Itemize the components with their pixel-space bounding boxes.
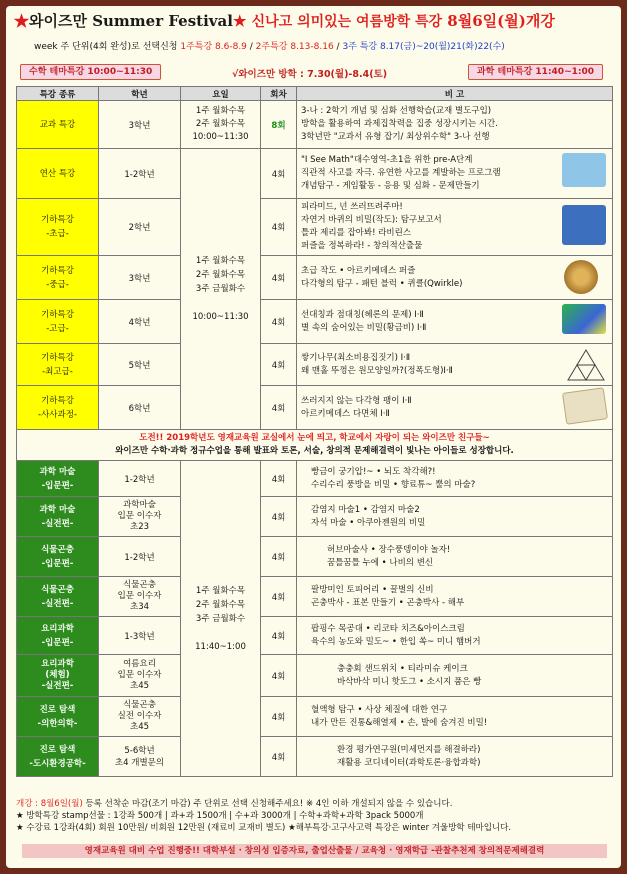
course-note-text: 피라미드, 넌 쓰러뜨려주마! 자연거 바퀴의 비밀(작도): 탐구보고서 틀과 제리를 잡아봐! 라비린스 퍼즐을 정복하라! - 창의적산출물 xyxy=(301,202,442,251)
course-type: 식물곤충 -입문편- xyxy=(17,537,99,577)
banner-row xyxy=(17,430,613,461)
labyrinth-game-image xyxy=(562,205,606,245)
title-english: 와이즈만 Summer Festival xyxy=(29,12,233,30)
star-icon: ★ xyxy=(232,12,247,30)
course-grade: 4학년 xyxy=(99,300,181,344)
course-grade-main: 5-6학년 초4 개별문의 xyxy=(114,745,165,768)
course-day: 1주 월화수목 2주 월화수목 3주 금월화수 10:00~11:30 xyxy=(181,149,261,430)
table-row xyxy=(17,617,613,655)
course-grade: 여름요리 입문 이수자 초45 xyxy=(99,655,181,697)
footer-line-2: ★ 방학특강 stamp선물 : 1강좌 500개 | 과+과 1500개 | 수+과 3000개 | 수학+과학+과학 3pack 5000개 xyxy=(16,811,424,821)
course-note-text: 쓰러지지 않는 다각형 팽이 Ⅰ·Ⅱ 아르키메데스 다면체 Ⅰ·Ⅱ xyxy=(301,395,412,419)
course-count: 4회 xyxy=(261,386,297,430)
course-grade: 2학년 xyxy=(99,199,181,256)
course-note: 3-나 : 2학기 개념 및 심화 선행학습(교재 별도구입) 방학을 활용하여 과제집착력을 집중 성장시키는 시간. 3학년만 "교과서 유형 잡기/ 최상위수학" 3-나 선행 xyxy=(297,101,613,149)
flyer-title xyxy=(14,10,604,36)
header-grade: 학년 xyxy=(99,87,181,101)
table-row xyxy=(17,737,613,777)
science-time-pill: 과학 테마특강 11:40~1:00 xyxy=(468,64,603,80)
table-row xyxy=(17,344,613,386)
course-grade: 1-2학년 xyxy=(99,537,181,577)
course-type: 기하특강 -초급- xyxy=(17,199,99,256)
header-note: 비 고 xyxy=(297,87,613,101)
table-row xyxy=(17,537,613,577)
math-time-pill: 수학 테마특강 10:00~11:30 xyxy=(20,64,161,80)
table-row xyxy=(17,655,613,697)
footer-line-3: ★ 수강료 1강좌(4회) 회원 10만원/ 비회원 12만원 (재료비 교재비 별도) ★해부특강·고구사고력 특강은 winter 겨울방학 테마입니다. xyxy=(16,823,512,833)
course-grade: 5학년 xyxy=(99,344,181,386)
table-row xyxy=(17,101,613,149)
banner-cell xyxy=(17,430,613,461)
course-type: 기하특강 -고급- xyxy=(17,300,99,344)
course-table xyxy=(16,86,613,777)
course-note: 팔방미인 토피어리 • 꿀벌의 신비 곤충박사 - 표본 만들기 • 곤충박사 - 해부 xyxy=(297,577,613,617)
course-note: 감염지 마술1 • 감염지 마술2 자석 마술 • 아쿠아젠원의 비밀 xyxy=(297,497,613,537)
course-count: 4회 xyxy=(261,697,297,737)
table-row xyxy=(17,256,613,300)
course-day: 1주 월화수목 2주 월화수목 3주 금월화수 11:40~1:00 xyxy=(181,461,261,777)
course-grade: 과학마술 입문 이수자 초23 xyxy=(99,497,181,537)
course-count: 4회 xyxy=(261,617,297,655)
course-type: 요리과학 (체험) -실전편- xyxy=(17,655,99,697)
title-start-date: 8월6일(월)개강 xyxy=(447,12,555,30)
title-korean: 신나고 의미있는 여름방학 특강 xyxy=(251,14,443,30)
course-count: 4회 xyxy=(261,737,297,777)
course-count: 4회 xyxy=(261,199,297,256)
course-type: 기하특강 -사사과정- xyxy=(17,386,99,430)
course-count: 4회 xyxy=(261,344,297,386)
table-row xyxy=(17,199,613,256)
table-row xyxy=(17,461,613,497)
course-grade: 3학년 xyxy=(99,101,181,149)
week-note: week 주 단위(4회 완성)로 선택신청 xyxy=(34,42,178,52)
course-type: 식물곤충 -실전편- xyxy=(17,577,99,617)
course-count: 4회 xyxy=(261,256,297,300)
banner-line-1: 도전!! 2019학년도 영재교육원 교실에서 눈에 띄고, 학교에서 자랑이 되는 와이즈만 친구들~ xyxy=(139,433,490,443)
course-note: 환경 평가연구원(미세먼지를 해결하라) 재활용 코디네이터(과학토론·융합과학) xyxy=(297,737,613,777)
course-count: 8회 xyxy=(261,101,297,149)
course-note: 충충회 샌드위치 • 티라미슈 케이크 바삭바삭 미니 핫도그 • 소시지 품은 빵 xyxy=(297,655,613,697)
course-grade: 식물곤충 입문 이수자 초34 xyxy=(99,577,181,617)
bottom-banner: 영재교육원 대비 수업 진행중!! 대학부설 · 창의성 입증자료, 출업산출물 / 교육청 · 영재학급 -관찰추천제 창의적문제해결력 xyxy=(22,844,607,858)
week3-dates: 3주 특강 8.17(금)~20(월)21(화)22(수) xyxy=(342,42,505,52)
course-note-text: "I See Math"대수영역-초1을 위한 pre-A단계 직관적 사고를 자극. 유연한 사고를 계발하는 프로그램 개념탐구 - 게임활동 - 응용 및 심화 - 문제만들기 xyxy=(301,155,501,191)
registration-note: 등록 선착순 마감(조기 마감) 주 단위로 선택 신청해주세요! ※ 4인 이하 개설되지 않을 수 있습니다. xyxy=(82,799,453,809)
course-note: 팝핑수 목공대 • 리코타 치즈&아이스크림 육수의 농도와 밀도~ • 한입 쏙~ 미니 햄버거 xyxy=(297,617,613,655)
schedule-subtitle xyxy=(34,39,614,52)
table-row xyxy=(17,300,613,344)
separator: / xyxy=(246,42,256,52)
course-grade xyxy=(99,737,181,777)
course-note: 혈액형 탐구 • 사상 체질에 대한 연구 내가 만든 진통&해열제 • 손, 발에 숨겨진 비밀! xyxy=(297,697,613,737)
course-type: 기하특강 -최고급- xyxy=(17,344,99,386)
course-type: 진로 탐색 -의한의학- xyxy=(17,697,99,737)
course-note xyxy=(297,149,613,199)
course-note: 빵금이 궁기압!~ • 뇌도 착각해?! 수리수리 풍방을 비밀 • 향료튜~ 뿔의 마술? xyxy=(297,461,613,497)
course-type: 기하특강 -중급- xyxy=(17,256,99,300)
course-grade: 1-2학년 xyxy=(99,149,181,199)
separator: / xyxy=(333,42,343,52)
table-row xyxy=(17,697,613,737)
vacation-period: √와이즈만 방학 : 7.30(월)-8.4(토) xyxy=(232,69,388,80)
course-note xyxy=(297,199,613,256)
course-note: 허브마술사 • 장수풍뎅이야 놀자! 꿈틀꿈틀 누에 • 나비의 변신 xyxy=(297,537,613,577)
banner-line-2: 와이즈만 수학·과학 정규수업을 통해 발표와 토론, 서술, 창의적 문제해결력이 빛나는 아이들로 성장합니다. xyxy=(115,446,514,456)
course-note xyxy=(297,344,613,386)
course-grade: 3학년 xyxy=(99,256,181,300)
puzzle-board-image xyxy=(562,387,608,425)
course-grade: 식물곤충 실전 이수자 초45 xyxy=(99,697,181,737)
footer-notes xyxy=(16,798,613,834)
course-grade: 1-3학년 xyxy=(99,617,181,655)
course-type: 과학 마술 -실전편- xyxy=(17,497,99,537)
course-note-text: 선대칭과 점대칭(헤론의 문제) Ⅰ·Ⅱ 별 속의 숨어있는 비밀(황금비) Ⅰ·Ⅱ xyxy=(301,309,427,333)
table-row xyxy=(17,497,613,537)
polyhedron-image xyxy=(562,304,606,334)
course-note-text: 초급 작도 • 아르키메데스 퍼즐 다각형의 탐구 - 패턴 블럭 • 퀴클(Qwirkle) xyxy=(301,265,463,289)
course-count: 4회 xyxy=(261,577,297,617)
course-count: 4회 xyxy=(261,655,297,697)
course-note xyxy=(297,386,613,430)
star-icon: ★ xyxy=(14,12,30,30)
week1-dates: 1주특강 8.6-8.9 xyxy=(180,42,247,52)
start-date-note: 개강 : 8월6일(월) xyxy=(16,799,83,809)
course-type: 과학 마술 -입문편- xyxy=(17,461,99,497)
course-count: 4회 xyxy=(261,149,297,199)
header-day: 요일 xyxy=(181,87,261,101)
table-row xyxy=(17,386,613,430)
course-grade: 6학년 xyxy=(99,386,181,430)
week2-dates: 2주특강 8.13-8.16 xyxy=(255,42,334,52)
pattern-image xyxy=(564,260,598,294)
course-note xyxy=(297,256,613,300)
course-note-text: 쌓기나무(최소비용집짓기) Ⅰ·Ⅱ 왜 맨홀 뚜껑은 원모양일까?(정폭도형)Ⅰ·Ⅱ xyxy=(301,352,453,376)
course-count: 4회 xyxy=(261,300,297,344)
course-count: 4회 xyxy=(261,497,297,537)
book-image xyxy=(562,153,606,187)
course-grade: 1-2학년 xyxy=(99,461,181,497)
course-type: 연산 특강 xyxy=(17,149,99,199)
table-header-row xyxy=(17,87,613,101)
table-row xyxy=(17,577,613,617)
course-type: 진로 탐색 -도시환경공학- xyxy=(17,737,99,777)
course-note xyxy=(297,300,613,344)
table-row xyxy=(17,149,613,199)
course-day: 1주 월화수목 2주 월화수목 10:00~11:30 xyxy=(181,101,261,149)
triangle-diagram-image xyxy=(566,348,606,382)
header-type: 특강 종류 xyxy=(17,87,99,101)
course-count: 4회 xyxy=(261,537,297,577)
footer-line-1 xyxy=(16,798,613,810)
course-type: 요리과학 -입문편- xyxy=(17,617,99,655)
course-type: 교과 특강 xyxy=(17,101,99,149)
header-count: 회차 xyxy=(261,87,297,101)
course-count: 4회 xyxy=(261,461,297,497)
